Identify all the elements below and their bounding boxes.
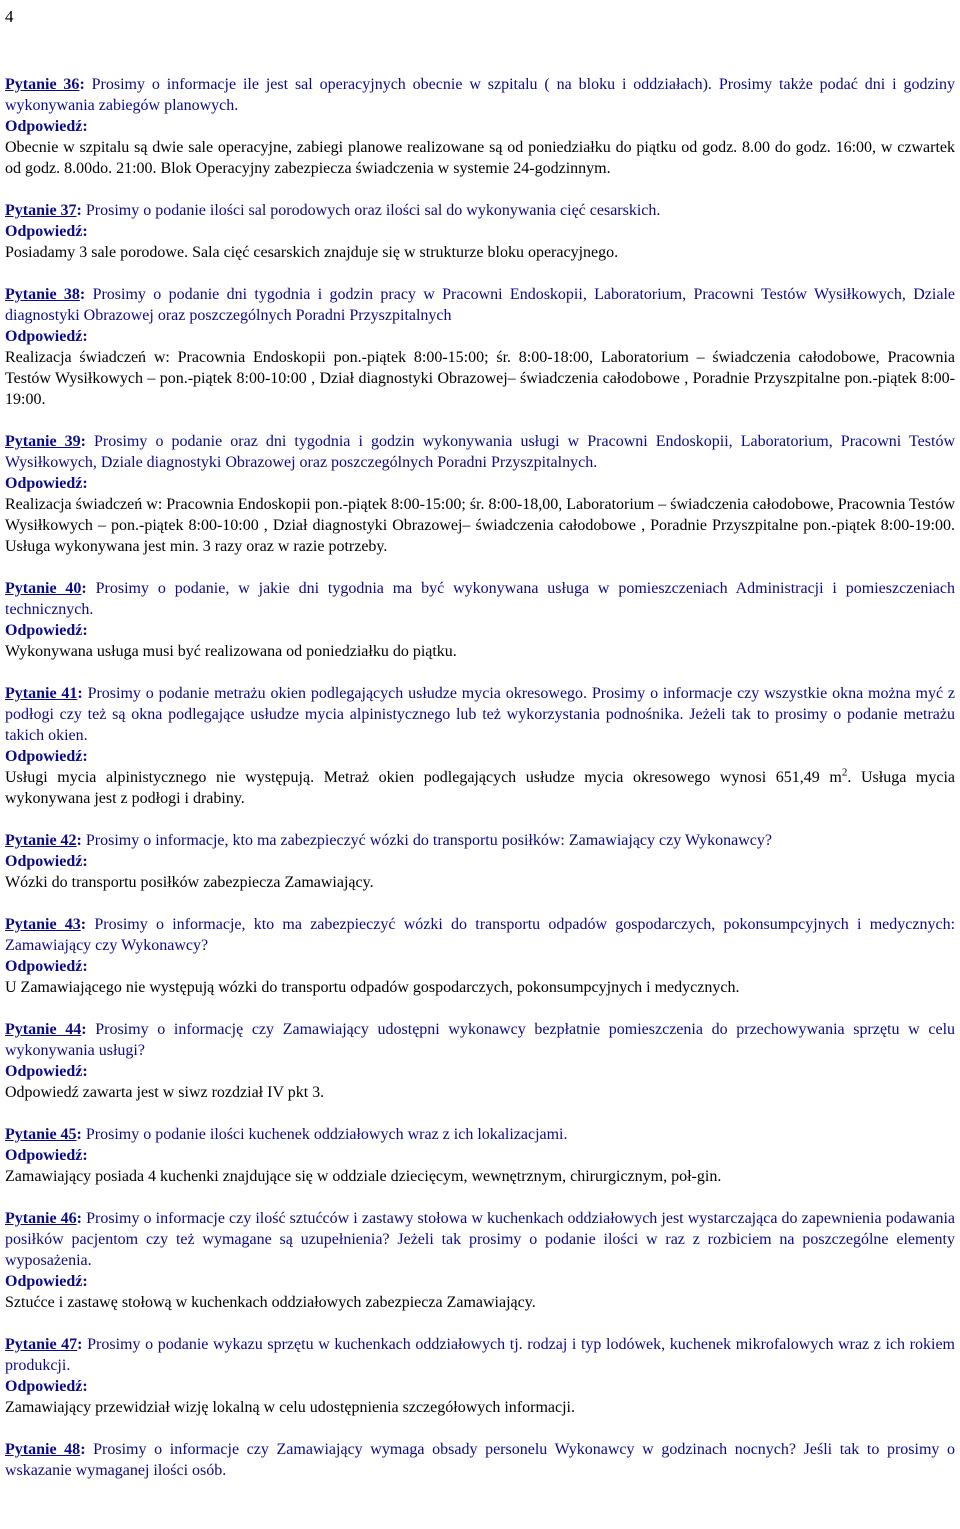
answer-label: Odpowiedź:	[5, 1147, 88, 1164]
answer-text	[5, 139, 955, 177]
qa-item	[5, 1439, 955, 1481]
answer	[5, 620, 955, 662]
qa-item	[5, 1124, 955, 1187]
answer-lead: Wykonywana usługa musi być realizowana od poniedziałku do piątku.	[5, 643, 457, 660]
answer-label: Odpowiedź:	[5, 1063, 88, 1080]
answer-tail: Blok Operacyjny zabezpiecza świadczenia w systemie 24-godzinnym.	[156, 160, 611, 177]
question-label: Pytanie 41	[5, 685, 78, 702]
answer-label: Odpowiedź:	[5, 622, 88, 639]
answer	[5, 1061, 955, 1103]
question-label: Pytanie 43	[5, 916, 81, 933]
answer-lead: Realizacja świadczeń w: Pracownia Endoskopii pon.-piątek 8:00-15:00; śr. 8:00-18:00, Laboratorium – świadczenia całodobowe, Pracownia Testów Wysiłkowych – pon.-piątek 8:00-10:00 , Dział diagnostyki Obrazowej– świadczenia całodobowe , Poradnie Przyszpitalne pon.-piątek 8:00-19:00.	[5, 349, 955, 408]
question: Pytanie 43: Prosimy o informacje, kto ma zabezpieczyć wózki do transportu odpadów gospodarczych, pokonsumpcyjnych i medycznych: Zamawiający czy Wykonawcy?	[5, 916, 956, 954]
answer-text	[5, 643, 457, 660]
question-text: Prosimy o podanie metrażu okien podlegających usłudze mycia okresowego. Prosimy o informacje czy wszystkie okna można myć z podłogi czy też są okna podlegające usłudze mycia alpinistycznego lub też wykorzystania podnośnika. Jeżeli tak to prosimy o podanie metrażu takich okien.	[5, 685, 955, 744]
qa-item	[5, 830, 955, 893]
question: Pytanie 39: Prosimy o podanie oraz dni tygodnia i godzin wykonywania usługi w Pracowni Endoskopii, Laboratorium, Pracowni Testów Wysiłkowych, Dziale diagnostyki Obrazowej oraz poszczególnych Poradni Przyszpitalnych.	[5, 433, 955, 471]
question-text: Prosimy o podanie ilości kuchenek oddziałowych wraz z ich lokalizacjami.	[85, 1126, 568, 1143]
answer-tail: Sala cięć cesarskich znajduje się w strukturze bloku operacyjnego.	[188, 244, 619, 261]
qa-item	[5, 683, 955, 809]
answer-label: Odpowiedź:	[5, 223, 88, 240]
question-label: Pytanie 42	[5, 832, 77, 849]
question-text: Prosimy o podanie dni tygodnia i godzin pracy w Pracowni Endoskopii, Laboratorium, Pracowni Testów Wysiłkowych, Dziale diagnostyki Obrazowej oraz poszczególnych Poradni Przyszpitalnych	[5, 286, 956, 324]
question-label: Pytanie 44	[5, 1021, 82, 1038]
answer-lead: Posiadamy 3 sale porodowe.	[5, 244, 189, 261]
answer-text	[5, 766, 956, 807]
question-text: Prosimy o podanie, w jakie dni tygodnia ma być wykonywana usługa w pomieszczeniach Administracji i pomieszczeniach technicznych.	[5, 580, 956, 618]
question-text: Prosimy o podanie wykazu sprzętu w kuchenkach oddziałowych tj. rodzaj i typ lodówek, kuchenek mikrofalowych wraz z ich rokiem produkcji.	[5, 1336, 955, 1374]
answer	[5, 851, 955, 893]
answer-text	[5, 1168, 721, 1185]
answer-lead: Zamawiający posiada 4 kuchenki znajdujące się w oddziale dziecięcym, wewnętrznym, chirurgicznym, poł-gin.	[5, 1168, 722, 1185]
answer-tail: Usługa wykonywana jest min. 3 razy oraz w razie potrzeby.	[5, 538, 388, 555]
answer-lead: Usługi mycia alpinistycznego nie występują. Metraż okien podlegających usłudze mycia okresowego wynosi 651,49 m	[5, 769, 842, 786]
question-label: Pytanie 45	[5, 1126, 77, 1143]
question: Pytanie 47: Prosimy o podanie wykazu sprzętu w kuchenkach oddziałowych tj. rodzaj i typ lodówek, kuchenek mikrofalowych wraz z ich rokiem produkcji.	[5, 1336, 955, 1374]
page-number: 4	[5, 7, 14, 26]
answer-text	[5, 874, 374, 891]
answer-label: Odpowiedź:	[5, 1273, 88, 1290]
answer-tail: . Usługa mycia wykonywana jest z podłogi i drabiny.	[5, 769, 956, 807]
qa-list	[5, 74, 955, 1502]
qa-item	[5, 284, 955, 410]
answer-text	[5, 1084, 324, 1101]
question: Pytanie 36: Prosimy o informacje ile jest sal operacyjnych obecnie w szpitalu ( na bloku i oddziałach). Prosimy także podać dni i godziny wykonywania zabiegów planowych.	[5, 76, 955, 114]
answer-text	[5, 349, 955, 408]
question-text: Prosimy o podanie ilości sal porodowych oraz ilości sal do wykonywania cięć cesarskich.	[85, 202, 661, 219]
answer-lead: Zamawiający przewidział wizję lokalną w celu udostępnienia szczegółowych informacji.	[5, 1399, 575, 1416]
answer-text	[5, 1294, 536, 1311]
answer-lead: Realizacja świadczeń w: Pracownia Endoskopii pon.-piątek 8:00-15:00; śr. 8:00-18,00, Laboratorium – świadczenia całodobowe, Pracownia Testów Wysiłkowych – pon.-piątek 8:00-10:00 , Dział diagnostyki Obrazowej– świadczenia całodobowe , Poradnie Przyszpitalne pon.-piątek 8:00-19:00.	[5, 496, 955, 534]
qa-item	[5, 1208, 955, 1313]
question: Pytanie 48: Prosimy o informacje czy Zamawiający wymaga obsady personelu Wykonawcy w godzinach nocnych? Jeśli tak to prosimy o wskazanie wymaganej ilości osób.	[5, 1441, 956, 1479]
question-text: Prosimy o informacje czy ilość sztućców i zastawy stołowa w kuchenkach oddziałowych jest wystarczająca do zapewnienia podawania posiłków pacjentom czy też wymagane są uzupełnienia? Jeżeli tak prosimy o podanie ilości w raz z rozbiciem na poszczególne elementy wyposażenia.	[5, 1210, 956, 1269]
question-text: Prosimy o informacje, kto ma zabezpieczyć wózki do transportu posiłków: Zamawiający czy Wykonawcy?	[85, 832, 772, 849]
question: Pytanie 37: Prosimy o podanie ilości sal porodowych oraz ilości sal do wykonywania cięć cesarskich.	[5, 202, 661, 219]
answer	[5, 221, 955, 263]
question: Pytanie 46: Prosimy o informacje czy ilość sztućców i zastawy stołowa w kuchenkach oddziałowych jest wystarczająca do zapewnienia podawania posiłków pacjentom czy też wymagane są uzupełnienia? Jeżeli tak prosimy o podanie ilości w raz z rozbiciem na poszczególne elementy wyposażenia.	[5, 1210, 956, 1269]
question-text: Prosimy o informacje ile jest sal operacyjnych obecnie w szpitalu ( na bloku i oddziałach). Prosimy także podać dni i godziny wykonywania zabiegów planowych.	[5, 76, 955, 114]
question-text: Prosimy o podanie oraz dni tygodnia i godzin wykonywania usługi w Pracowni Endoskopii, Laboratorium, Pracowni Testów Wysiłkowych, Dziale diagnostyki Obrazowej oraz poszczególnych Poradni Przyszpitalnych.	[5, 433, 955, 471]
question-label: Pytanie 40	[5, 580, 82, 597]
question-text: Prosimy o informacje czy Zamawiający wymaga obsady personelu Wykonawcy w godzinach nocnych? Jeśli tak to prosimy o wskazanie wymaganej ilości osób.	[5, 1441, 956, 1479]
question-text: Prosimy o informację czy Zamawiający udostępni wykonawcy bezpłatnie pomieszczenia do przechowywania sprzętu w celu wykonywania usługi?	[5, 1021, 956, 1059]
question-label: Pytanie 39	[5, 433, 81, 450]
answer	[5, 746, 955, 809]
answer-label: Odpowiedź:	[5, 118, 88, 135]
question: Pytanie 44: Prosimy o informację czy Zamawiający udostępni wykonawcy bezpłatnie pomieszczenia do przechowywania sprzętu w celu wykonywania usługi?	[5, 1021, 956, 1059]
answer-label: Odpowiedź:	[5, 1378, 88, 1395]
answer-text	[5, 496, 955, 555]
qa-item	[5, 431, 955, 557]
superscript: 2	[841, 766, 848, 779]
question: Pytanie 45: Prosimy o podanie ilości kuchenek oddziałowych wraz z ich lokalizacjami.	[5, 1126, 568, 1143]
qa-item	[5, 1334, 955, 1418]
question: Pytanie 42: Prosimy o informacje, kto ma zabezpieczyć wózki do transportu posiłków: Zamawiający czy Wykonawcy?	[5, 832, 772, 849]
answer	[5, 116, 955, 179]
question: Pytanie 41: Prosimy o podanie metrażu okien podlegających usłudze mycia okresowego. Prosimy o informacje czy wszystkie okna można myć z podłogi czy też są okna podlegające usłudze mycia alpinistycznego lub też wykorzystania podnośnika. Jeżeli tak to prosimy o podanie metrażu takich okien.	[5, 685, 955, 744]
question-label: Pytanie 48	[5, 1441, 81, 1458]
answer	[5, 1271, 955, 1313]
answer-label: Odpowiedź:	[5, 475, 88, 492]
answer-text	[5, 1399, 575, 1416]
answer	[5, 1376, 955, 1418]
answer-label: Odpowiedź:	[5, 748, 88, 765]
question-text: Prosimy o informacje, kto ma zabezpieczyć wózki do transportu odpadów gospodarczych, pokonsumpcyjnych i medycznych: Zamawiający czy Wykonawcy?	[5, 916, 956, 954]
question: Pytanie 40: Prosimy o podanie, w jakie dni tygodnia ma być wykonywana usługa w pomieszczeniach Administracji i pomieszczeniach technicznych.	[5, 580, 956, 618]
answer-label: Odpowiedź:	[5, 958, 88, 975]
question-label: Pytanie 47	[5, 1336, 78, 1353]
answer	[5, 326, 955, 410]
answer-text	[5, 979, 739, 996]
qa-item	[5, 914, 955, 998]
question-label: Pytanie 36	[5, 76, 80, 93]
qa-item	[5, 200, 955, 263]
qa-item	[5, 1019, 955, 1103]
answer	[5, 956, 955, 998]
answer-text	[5, 244, 618, 261]
answer-lead: Sztućce i zastawę stołową w kuchenkach oddziałowych zabezpiecza Zamawiający.	[5, 1294, 536, 1311]
answer	[5, 473, 955, 557]
question-label: Pytanie 37	[5, 202, 77, 219]
answer-label: Odpowiedź:	[5, 853, 88, 870]
answer-label: Odpowiedź:	[5, 328, 88, 345]
question-label: Pytanie 38	[5, 286, 80, 303]
qa-item	[5, 578, 955, 662]
question: Pytanie 38: Prosimy o podanie dni tygodnia i godzin pracy w Pracowni Endoskopii, Laboratorium, Pracowni Testów Wysiłkowych, Dziale diagnostyki Obrazowej oraz poszczególnych Poradni Przyszpitalnych	[5, 286, 956, 324]
answer-lead: Wózki do transportu posiłków zabezpiecza Zamawiający.	[5, 874, 374, 891]
answer-lead: Obecnie w szpitalu są dwie sale operacyjne, zabiegi planowe realizowane są od poniedziałku do piątku od godz. 8.00 do godz. 16:00, w czwartek od godz. 8.00do. 21:00.	[5, 139, 955, 177]
answer-lead: Odpowiedź zawarta jest w siwz rozdział IV pkt 3.	[5, 1084, 325, 1101]
answer	[5, 1145, 955, 1187]
question-label: Pytanie 46	[5, 1210, 77, 1227]
qa-item	[5, 74, 955, 179]
answer-lead: U Zamawiającego nie występują wózki do transportu odpadów gospodarczych, pokonsumpcyjnych i medycznych.	[5, 979, 740, 996]
